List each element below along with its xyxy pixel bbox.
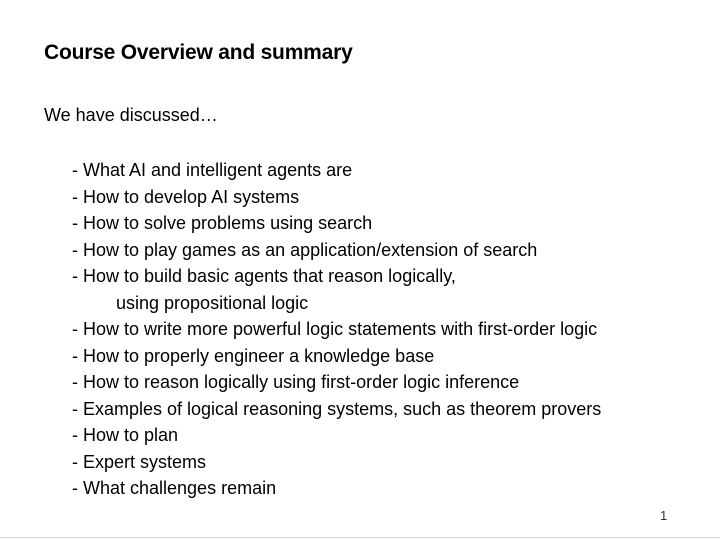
bullet-item: - What AI and intelligent agents are [72, 160, 353, 180]
page-number: 1 [660, 508, 668, 523]
bullet-item: - How to reason logically using first-order logic inference [72, 372, 520, 392]
bullet-item: - How to build basic agents that reason logically, [72, 266, 456, 286]
bullet-item: - Examples of logical reasoning systems, such as theorem provers [72, 398, 602, 419]
bullet-item: - How to develop AI systems [72, 186, 300, 207]
slide-intro: We have discussed… [44, 105, 218, 125]
bullet-item: - How to properly engineer a knowledge base [72, 345, 435, 366]
bullet-continuation: using propositional logic [116, 292, 309, 313]
bullet-item: - What challenges remain [72, 478, 277, 498]
bottom-divider [0, 537, 720, 538]
bullet-item: - How to plan [72, 425, 179, 445]
slide-title: Course Overview and summary [44, 41, 353, 64]
bullet-list [72, 157, 601, 502]
bullet-item: - How to solve problems using search [72, 213, 373, 233]
bullet-item: - Expert systems [72, 451, 207, 472]
bullet-item: - How to write more powerful logic statements with first-order logic [72, 319, 598, 339]
bullet-item: - How to play games as an application/extension of search [72, 239, 538, 260]
